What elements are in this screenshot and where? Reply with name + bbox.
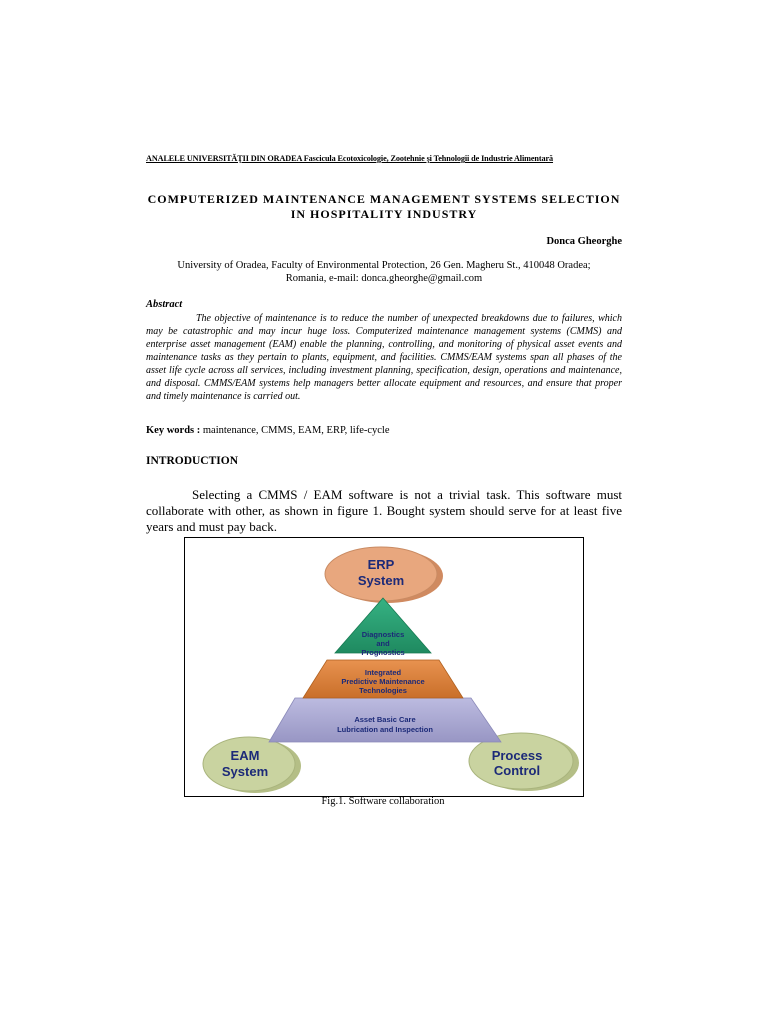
abstract-text: The objective of maintenance is to reduce the number of unexpected breakdowns due to failures, which may be catastrophic and may incur huge loss. Computerized maintenance management systems (CMMS) and enterprise asset management (EAM) enable the planning, controlling, and monitoring of physical asset events and maintenance tasks as they pertain to plants, equipment, and facilities. CMMS/EAM systems span all phases of the asset life cycle across all services, including investment planning, specification, design, operations and maintenance, and disposal. CMMS/EAM systems help managers better allocate equipment and resources, and ensure that proper and timely maintenance is carried out. xyxy=(146,313,622,402)
introduction-heading: INTRODUCTION xyxy=(146,455,239,467)
erp-label-1: ERP xyxy=(367,557,395,572)
figure-diagram xyxy=(185,538,583,796)
title-line-1: COMPUTERIZED MAINTENANCE MANAGEMENT SYSTEMS SELECTION xyxy=(147,192,621,206)
tier-base-label-2: Lubrication and Inspection xyxy=(337,725,433,734)
affiliation-line-2: Romania, e-mail: donca.gheorghe@gmail.com xyxy=(285,273,483,284)
erp-label-2: System xyxy=(357,573,405,588)
tier-mid-label-3: Technologies xyxy=(359,686,407,695)
eam-system-node xyxy=(203,737,301,793)
tier-top-label-3: Prognostics xyxy=(361,648,405,657)
tier-mid-label-1: Integrated xyxy=(364,668,402,677)
figure-software-collaboration xyxy=(184,537,584,797)
pyramid-tier-middle xyxy=(303,660,463,698)
title-line-2: IN HOSPITALITY INDUSTRY xyxy=(290,207,478,221)
abstract-heading: Abstract xyxy=(146,299,183,310)
tier-base-label-1: Asset Basic Care xyxy=(354,715,416,724)
author-name: Donca Gheorghe xyxy=(546,236,622,247)
figure-caption: Fig.1. Software collaboration xyxy=(321,796,445,807)
erp-system-node xyxy=(325,547,443,603)
affiliation-line-1: University of Oradea, Faculty of Environmental Protection, 26 Gen. Magheru St., 410048 Oradea; xyxy=(177,260,591,271)
process-label-1: Process xyxy=(491,748,543,763)
keywords xyxy=(146,425,622,436)
paper-title xyxy=(146,192,622,222)
tier-top-label-2: and xyxy=(376,639,390,648)
tier-mid-label-2: Predictive Maintenance xyxy=(341,677,425,686)
journal-header: ANALELE UNIVERSITĂŢII DIN ORADEA Fascicula Ecotoxicologie, Zootehnie şi Tehnologii de Industrie Alimentară xyxy=(146,154,554,163)
keywords-text: maintenance, CMMS, EAM, ERP, life-cycle xyxy=(200,425,390,436)
keywords-label: Key words : xyxy=(146,425,201,436)
introduction-text: Selecting a CMMS / EAM software is not a trivial task. This software must collaborate with other, as shown in figure 1. Bought system should serve for at least five years and must pay back. xyxy=(146,487,622,534)
eam-label-2: System xyxy=(221,764,269,779)
process-label-2: Control xyxy=(493,763,541,778)
affiliation xyxy=(146,259,622,285)
pyramid-tier-top xyxy=(335,598,431,657)
pyramid-tier-base xyxy=(269,698,501,742)
eam-label-1: EAM xyxy=(230,748,260,763)
tier-top-label-1: Diagnostics xyxy=(361,630,405,639)
